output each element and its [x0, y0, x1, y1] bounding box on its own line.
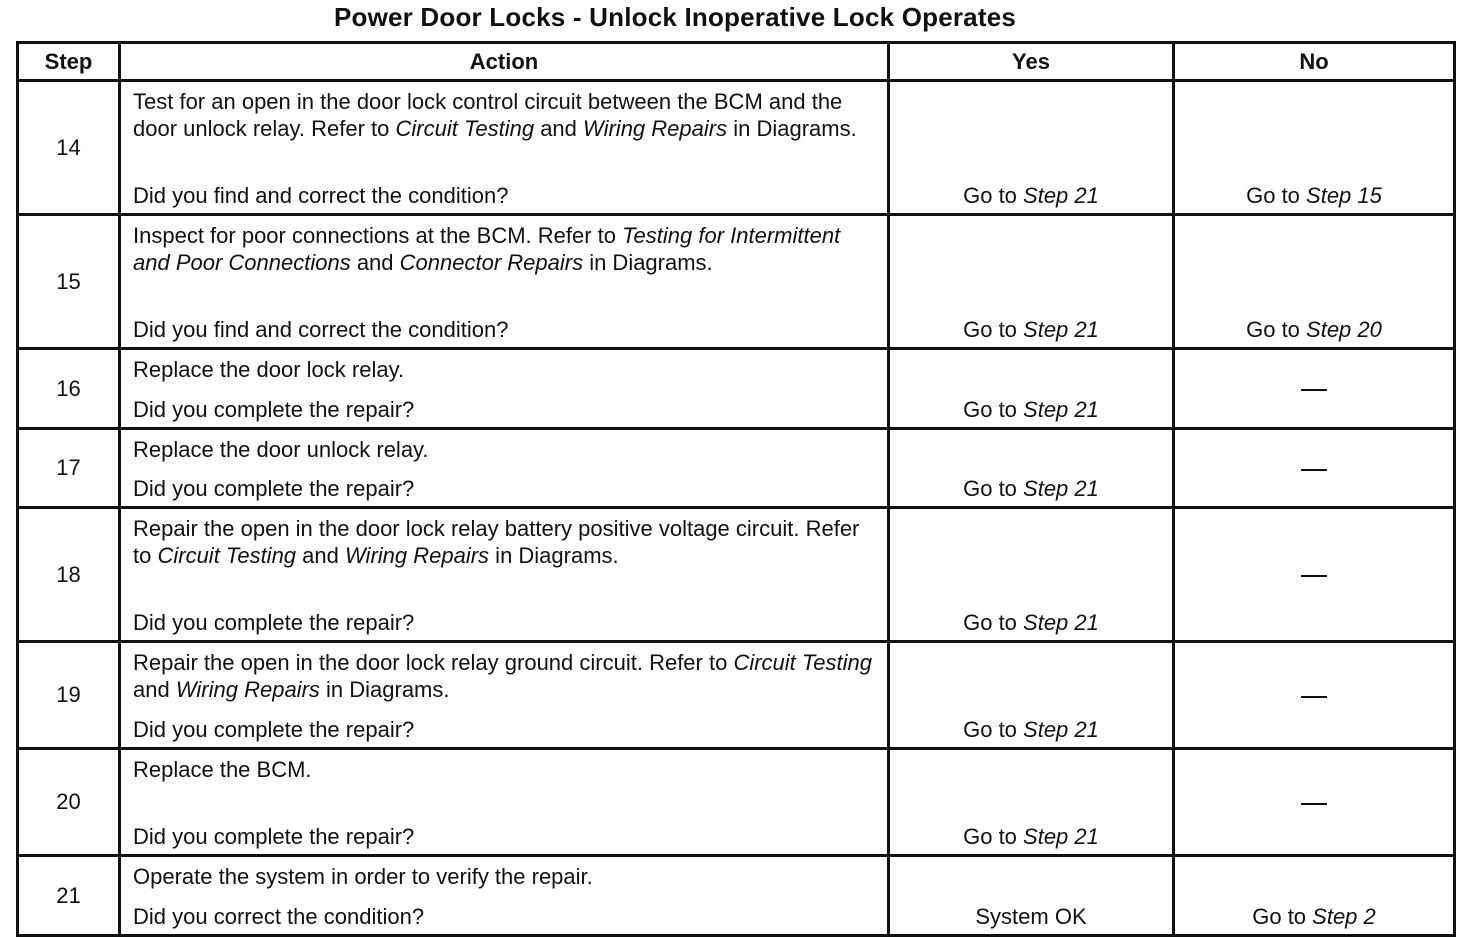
action-cell — [120, 429, 889, 508]
table-row — [18, 429, 1455, 508]
action-question: Did you find and correct the condition? — [133, 317, 509, 342]
reference-title: Wiring Repairs — [175, 677, 320, 702]
action-instruction — [133, 436, 879, 463]
action-question: Did you complete the repair? — [133, 610, 415, 635]
yes-outcome — [889, 856, 1174, 936]
step-reference: Step 21 — [1023, 824, 1099, 849]
yes-outcome — [889, 642, 1174, 749]
step-reference: Step 21 — [1023, 183, 1099, 208]
table-row — [18, 749, 1455, 856]
reference-title: Wiring Repairs — [344, 543, 490, 568]
not-applicable-dash — [1301, 575, 1327, 577]
step-reference: Step 2 — [1312, 904, 1376, 929]
no-outcome — [1174, 749, 1455, 856]
step-number: 20 — [18, 749, 120, 856]
instruction-text: Replace the door unlock relay. — [133, 437, 429, 462]
table-row — [18, 508, 1455, 642]
table-header-row — [18, 43, 1455, 81]
document-title: Power Door Locks - Unlock Inoperative Lock Operates — [333, 2, 1017, 32]
reference-title: Circuit Testing — [395, 116, 535, 141]
instruction-text: Replace the BCM. — [133, 757, 312, 782]
instruction-text: and — [350, 250, 400, 275]
table-body — [18, 81, 1455, 936]
not-applicable-dash — [1301, 469, 1327, 471]
step-reference: Step 20 — [1306, 317, 1382, 342]
table-row — [18, 349, 1455, 429]
table-row — [18, 215, 1455, 349]
action-question: Did you complete the repair? — [133, 717, 415, 742]
header-action: Action — [120, 43, 889, 81]
yes-outcome — [889, 749, 1174, 856]
no-outcome — [1174, 81, 1455, 215]
instruction-text: and — [534, 116, 584, 141]
step-reference: Step 21 — [1023, 317, 1099, 342]
instruction-text: in Diagrams. — [727, 116, 857, 141]
yes-outcome — [889, 81, 1174, 215]
go-to-prefix: Go to — [1246, 183, 1307, 208]
instruction-text: and — [133, 677, 176, 702]
reference-title: Testing for Intermittent and Poor Connections — [133, 223, 841, 275]
reference-title: Circuit Testing — [157, 543, 297, 568]
step-reference: Step 21 — [1023, 610, 1099, 635]
action-cell — [120, 508, 889, 642]
step-number: 16 — [18, 349, 120, 429]
instruction-text: Replace the door lock relay. — [133, 357, 405, 382]
go-to-prefix: Go to — [1246, 317, 1307, 342]
go-to-prefix: Go to — [1252, 904, 1313, 929]
instruction-text: Test for an open in the door lock control circuit between the BCM and the door unlock relay. Refer to — [133, 89, 843, 141]
not-applicable-dash — [1301, 696, 1327, 698]
action-cell — [120, 81, 889, 215]
go-to-prefix: Go to — [963, 476, 1024, 501]
instruction-text: Inspect for poor connections at the BCM. Refer to — [133, 223, 623, 248]
no-outcome — [1174, 508, 1455, 642]
action-instruction — [133, 88, 879, 142]
action-cell — [120, 349, 889, 429]
header-yes: Yes — [889, 43, 1174, 81]
yes-outcome — [889, 508, 1174, 642]
action-cell — [120, 215, 889, 349]
action-instruction — [133, 356, 879, 383]
go-to-prefix: Go to — [963, 717, 1024, 742]
no-outcome — [1174, 349, 1455, 429]
not-applicable-dash — [1301, 389, 1327, 391]
no-outcome — [1174, 642, 1455, 749]
step-number: 19 — [18, 642, 120, 749]
action-instruction — [133, 756, 879, 783]
instruction-text: Repair the open in the door lock relay ground circuit. Refer to — [133, 650, 734, 675]
yes-outcome — [889, 349, 1174, 429]
reference-title: Connector Repairs — [399, 250, 584, 275]
instruction-text: in Diagrams. — [319, 677, 450, 702]
step-reference: Step 15 — [1306, 183, 1382, 208]
action-instruction — [133, 863, 879, 890]
go-to-prefix: Go to — [963, 397, 1024, 422]
table-row — [18, 856, 1455, 936]
go-to-prefix: Go to — [963, 824, 1024, 849]
no-outcome — [1174, 215, 1455, 349]
outcome-text: System OK — [975, 904, 1087, 929]
go-to-prefix: Go to — [963, 317, 1024, 342]
yes-outcome — [889, 215, 1174, 349]
action-question: Did you complete the repair? — [133, 476, 415, 501]
instruction-text: Operate the system in order to verify the repair. — [133, 864, 593, 889]
instruction-text: in Diagrams. — [489, 543, 619, 568]
header-no: No — [1174, 43, 1455, 81]
instruction-text: Repair the open in the door lock relay battery positive voltage circuit. Refer to — [133, 516, 860, 568]
step-reference: Step 21 — [1023, 717, 1099, 742]
action-question: Did you complete the repair? — [133, 824, 415, 849]
step-number: 21 — [18, 856, 120, 936]
table-row — [18, 642, 1455, 749]
action-question: Did you find and correct the condition? — [133, 183, 509, 208]
table-row — [18, 81, 1455, 215]
step-reference: Step 21 — [1023, 476, 1099, 501]
step-number: 15 — [18, 215, 120, 349]
instruction-text: and — [296, 543, 345, 568]
action-question: Did you complete the repair? — [133, 397, 415, 422]
action-instruction — [133, 515, 879, 569]
no-outcome — [1174, 429, 1455, 508]
go-to-prefix: Go to — [963, 610, 1024, 635]
step-number: 17 — [18, 429, 120, 508]
not-applicable-dash — [1301, 803, 1327, 805]
instruction-text: in Diagrams. — [583, 250, 713, 275]
yes-outcome — [889, 429, 1174, 508]
header-step: Step — [18, 43, 120, 81]
action-instruction — [133, 222, 879, 276]
step-reference: Step 21 — [1023, 397, 1099, 422]
reference-title: Wiring Repairs — [583, 116, 728, 141]
action-cell — [120, 749, 889, 856]
step-number: 14 — [18, 81, 120, 215]
action-cell — [120, 856, 889, 936]
diagnostic-table — [16, 41, 1456, 937]
step-number: 18 — [18, 508, 120, 642]
go-to-prefix: Go to — [963, 183, 1024, 208]
reference-title: Circuit Testing — [733, 650, 873, 675]
action-instruction — [133, 649, 879, 703]
action-question: Did you correct the condition? — [133, 904, 425, 929]
no-outcome — [1174, 856, 1455, 936]
action-cell — [120, 642, 889, 749]
